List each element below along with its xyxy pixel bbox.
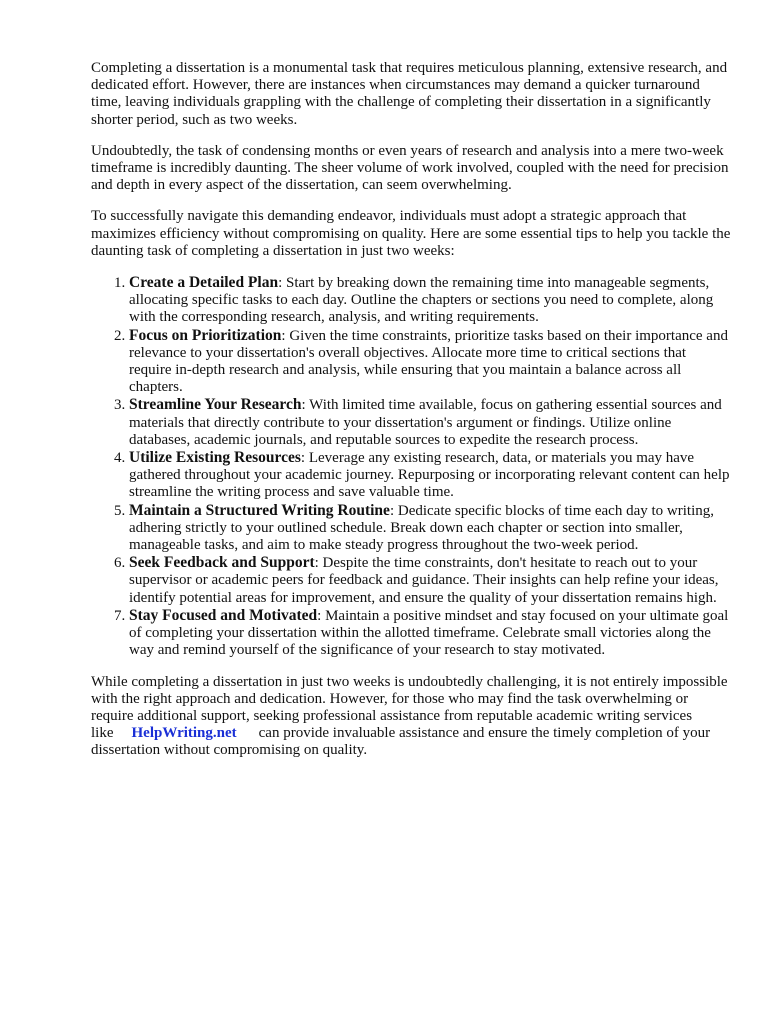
- tip-text: : Dedicate specific blocks of time each day to writing, adhering strictly to your outlined schedule. Break down each chapter or section into smaller, manageable tasks, and aim to make steady progress throughout the two-week period.: [129, 502, 714, 554]
- tip-item: [129, 502, 731, 555]
- tip-item: [129, 449, 731, 502]
- closing-paragraph: [91, 674, 731, 760]
- tip-item: [129, 554, 731, 607]
- document-body: [91, 60, 731, 774]
- tip-title: Utilize Existing Resources: [129, 449, 301, 467]
- tip-title: Seek Feedback and Support: [129, 554, 315, 572]
- closing-text-after-link: can provide invaluable assistance and ensure the timely completion of your dissertation without compromising on quality.: [91, 725, 711, 759]
- tip-title: Maintain a Structured Writing Routine: [129, 501, 390, 519]
- tip-item: [129, 396, 731, 449]
- tips-list: [91, 274, 731, 659]
- tip-text: : Despite the time constraints, don't hesitate to reach out to your supervisor or academic peers for feedback and guidance. Their insights can help refine your ideas, identify potential areas for improvement, and ensure the quality of your dissertation remains high.: [129, 555, 719, 606]
- helpwriting-link[interactable]: HelpWriting.net: [131, 725, 237, 742]
- intro-paragraph-2: Undoubtedly, the task of condensing months or even years of research and analysis into a mere two-week timeframe is incredibly daunting. The sheer volume of work involved, coupled with the need for precision and depth in every aspect of the dissertation, can seem overwhelming.: [91, 142, 729, 194]
- tip-text: : Leverage any existing research, data, or materials you may have gathered throughout your academic journey. Repurposing or incorporating relevant content can help streamline the writing process and save valuable time.: [129, 450, 730, 501]
- tip-text: : Maintain a positive mindset and stay focused on your ultimate goal of completing your dissertation within the allotted timeframe. Celebrate small victories along the way and remind yourself of the significance of your research to stay motivated.: [129, 607, 729, 659]
- tip-title: Stay Focused and Motivated: [129, 606, 318, 624]
- tip-title: Focus on Prioritization: [129, 326, 282, 344]
- tip-text: : With limited time available, focus on gathering essential sources and materials that directly contribute to your dissertation's argument or findings. Utilize online databases, academic journals, and reputable sources to expedite the research process.: [129, 397, 722, 448]
- intro-paragraph-1: Completing a dissertation is a monumental task that requires meticulous planning, extensive research, and dedicated effort. However, there are instances when circumstances may demand a quicker turnaround time, leaving individuals grappling with the challenge of completing their dissertation in a significantly shorter period, such as two weeks.: [91, 60, 728, 128]
- tip-text: : Start by breaking down the remaining time into manageable segments, allocating specific tasks to each day. Outline the chapters or sections you need to complete, along with the corresponding research, analysis, and writing requirements.: [129, 275, 714, 326]
- tip-item: [129, 274, 731, 327]
- tip-item: [129, 607, 731, 660]
- tip-title: Create a Detailed Plan: [129, 274, 279, 292]
- closing-text-before-link: While completing a dissertation in just two weeks is undoubtedly challenging, it is not entirely impossible with the right approach and dedication. However, for those who may find the task overwhelming or require additional support, seeking professional assistance from reputable academic writing services like: [91, 673, 728, 742]
- tip-item: [129, 327, 731, 397]
- tip-text: : Given the time constraints, prioritize tasks based on their importance and relevance to your dissertation's overall objectives. Allocate more time to critical sections that require in-depth research and analysis, while ensuring that you maintain a balance across all chapters.: [129, 327, 728, 396]
- tip-title: Streamline Your Research: [129, 396, 302, 414]
- intro-paragraph-3: To successfully navigate this demanding endeavor, individuals must adopt a strategic approach that maximizes efficiency without compromising on quality. Here are some essential tips to help you tackle the daunting task of completing a dissertation in just two weeks:: [91, 208, 731, 259]
